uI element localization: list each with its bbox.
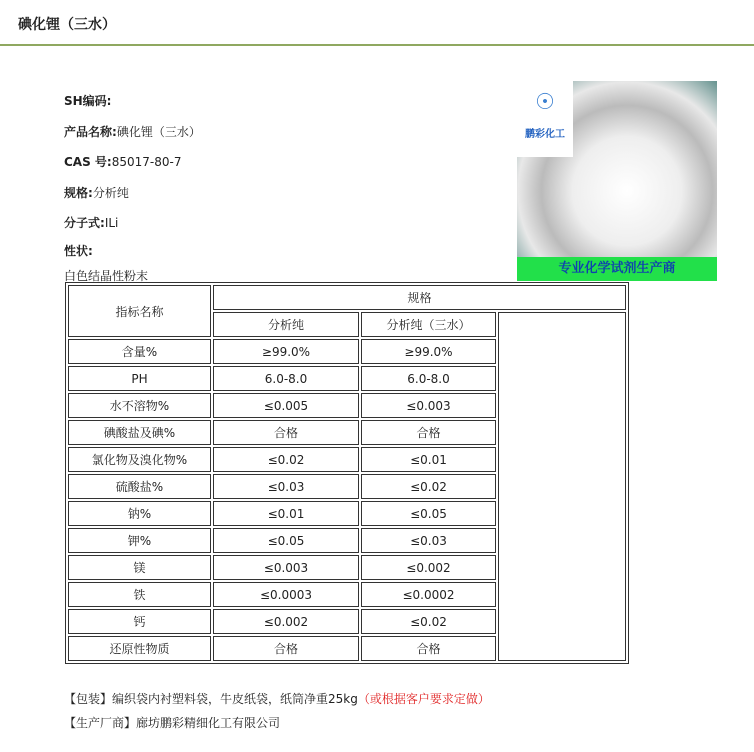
row-col2: 6.0-8.0 (361, 366, 496, 391)
row-col1: ≥99.0% (213, 339, 359, 364)
empty-cell (498, 312, 626, 661)
header-spec: 规格 (213, 285, 626, 310)
row-col1: ≤0.002 (213, 609, 359, 634)
spec-table (65, 282, 629, 664)
image-banner: 专业化学试剂生产商 (517, 257, 717, 281)
row-col2: ≤0.02 (361, 474, 496, 499)
row-name: 含量% (68, 339, 211, 364)
row-col1: 合格 (213, 636, 359, 661)
specification: 规格:分析纯 (64, 185, 129, 200)
row-col2: ≤0.02 (361, 609, 496, 634)
row-name: 氯化物及溴化物% (68, 447, 211, 472)
row-col1: ≤0.01 (213, 501, 359, 526)
header-name: 指标名称 (68, 285, 211, 337)
appearance-label: 性状: (64, 243, 93, 258)
row-col2: ≤0.03 (361, 528, 496, 553)
row-col1: ≤0.0003 (213, 582, 359, 607)
row-col2: ≥99.0% (361, 339, 496, 364)
cas-number: CAS 号:85017-80-7 (64, 155, 182, 169)
company-logo: ☉ 鹏彩化工 (517, 81, 573, 157)
row-name: 铁 (68, 582, 211, 607)
row-col1: 合格 (213, 420, 359, 445)
row-name: 还原性物质 (68, 636, 211, 661)
product-info (64, 86, 201, 293)
row-name: 钙 (68, 609, 211, 634)
packaging-line: 【包装】编织袋内衬塑料袋，牛皮纸袋，纸筒净重25kg（或根据客户要求定做） (64, 692, 490, 706)
logo-icon: ☉ (535, 90, 555, 115)
row-col2: ≤0.05 (361, 501, 496, 526)
product-image (517, 81, 717, 281)
row-name: 水不溶物% (68, 393, 211, 418)
row-col1: ≤0.003 (213, 555, 359, 580)
row-col1: 6.0-8.0 (213, 366, 359, 391)
manufacturer-line: 【生产厂商】廊坊鹏彩精细化工有限公司 (64, 716, 281, 730)
product-name: 产品名称:碘化锂（三水） (64, 124, 201, 139)
sh-code (64, 86, 201, 117)
page-title: 碘化锂（三水） (18, 17, 116, 33)
row-col2: ≤0.002 (361, 555, 496, 580)
row-name: 钠% (68, 501, 211, 526)
row-col2: ≤0.003 (361, 393, 496, 418)
row-col1: ≤0.03 (213, 474, 359, 499)
row-col1: ≤0.05 (213, 528, 359, 553)
row-col2: 合格 (361, 420, 496, 445)
header-col2: 分析纯（三水） (361, 312, 496, 337)
row-name: 硫酸盐% (68, 474, 211, 499)
row-name: 钾% (68, 528, 211, 553)
sh-label: SH编码: (64, 94, 112, 108)
row-name: 镁 (68, 555, 211, 580)
row-name: 碘酸盐及碘% (68, 420, 211, 445)
row-col1: ≤0.005 (213, 393, 359, 418)
appearance-value: 白色结晶性粉末 (64, 268, 149, 283)
header-col1: 分析纯 (213, 312, 359, 337)
row-name: PH (68, 366, 211, 391)
row-col2: 合格 (361, 636, 496, 661)
title-divider (0, 44, 754, 46)
row-col2: ≤0.01 (361, 447, 496, 472)
packaging-note: （或根据客户要求定做） (357, 692, 490, 706)
row-col2: ≤0.0002 (361, 582, 496, 607)
formula: 分子式:ILi (64, 216, 119, 230)
row-col1: ≤0.02 (213, 447, 359, 472)
